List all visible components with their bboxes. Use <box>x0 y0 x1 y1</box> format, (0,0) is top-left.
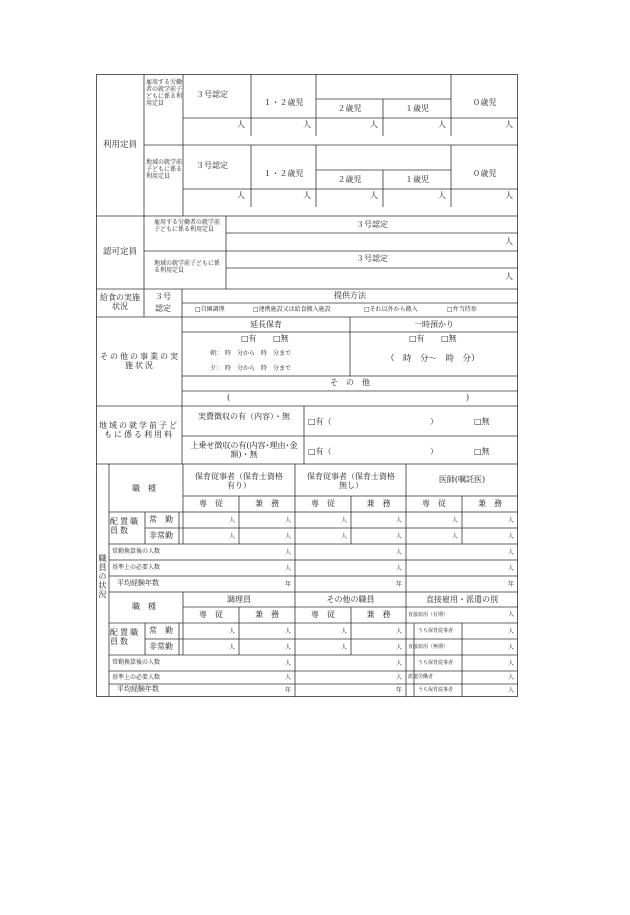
unit-h-6: 人 <box>507 533 514 540</box>
other-sonota-label: そ の 他 <box>330 378 370 387</box>
riyou-koyou-gou3: ３号認定 <box>196 90 228 99</box>
ishi-header: 医師(嘱託医) <box>438 475 486 484</box>
kyushoku-title: 給食の実施状況 <box>100 293 140 312</box>
kijun-unit-1a: 人 <box>284 565 291 572</box>
unit-h2-3: 人 <box>340 644 347 651</box>
encho-no-checkbox[interactable]: □無 <box>273 334 289 343</box>
unit-h-3: 人 <box>340 533 347 540</box>
haken-label: 派遣労働者 <box>408 674 434 680</box>
uwanose-close-paren: ） <box>430 447 438 456</box>
sonota-senju: 専 従 <box>311 610 335 619</box>
encho-morning-time: 朝： 時 分から 時 分まで <box>210 350 292 357</box>
riyou-chiiki-age2: ２歳児 <box>337 175 362 184</box>
riyou-koyou-unit-age2: 人 <box>370 120 378 129</box>
unit-j-2: 人 <box>284 517 291 524</box>
application-form <box>96 74 518 697</box>
ichiji-azukari-label: 一時預かり <box>414 320 454 329</box>
riyou-koyou-unit-age1: 人 <box>438 120 446 129</box>
ishi-kennmu: 兼 務 <box>478 499 502 508</box>
uwanose-no-checkbox[interactable]: □無 <box>474 447 490 456</box>
hoiku-yes-senju: 専 従 <box>199 499 223 508</box>
encho-evening-time: 夕： 時 分から 時 分まで <box>210 365 292 372</box>
kyushoku-opt-sonota[interactable]: □それ以外から搬入 <box>364 306 418 313</box>
uwanose-yes-checkbox[interactable]: □有（ <box>308 447 332 456</box>
hoiku-no-senju: 専 従 <box>311 499 335 508</box>
chori-kennmu: 兼 務 <box>255 610 279 619</box>
riyou-chiiki-unit-age1: 人 <box>438 191 446 200</box>
unit-h-5: 人 <box>451 533 458 540</box>
jippi-close-paren: ） <box>430 417 438 426</box>
ichiji-yes-checkbox[interactable]: □有 <box>409 334 425 343</box>
unit-j-3: 人 <box>340 517 347 524</box>
kansan-label-2: 常勤換算後の人数 <box>112 659 161 666</box>
chokusetsu-yuki-unit: 人 <box>507 611 514 618</box>
riyou-teiin-title: 利用定員 <box>102 140 137 150</box>
uchi-hoiku-unit-3: 人 <box>507 687 514 694</box>
ninka-chiiki-gou3: ３号認定 <box>356 254 388 263</box>
unit-j-5: 人 <box>451 517 458 524</box>
chokusetsu-muki-label: 直接雇用（無期） <box>408 644 449 650</box>
kijun-label-2: 基準上の必要人数 <box>112 674 161 681</box>
chokusetsu-header: 直接雇用・派遣の別 <box>426 595 498 604</box>
riyou-koyou-age0: ０歳児 <box>472 98 497 107</box>
unit-j2-1: 人 <box>228 628 235 635</box>
chokusetsu-yuki-label: 直接雇用（有期） <box>408 612 449 618</box>
uchi-hoiku-label-2: うち保育従事者 <box>418 660 454 666</box>
unit-h2-4: 人 <box>395 644 402 651</box>
sonota-shokuin-header: その他の職員 <box>326 595 375 604</box>
jippi-choshu-label: 実費徴収の有（内容）・無 <box>198 412 290 421</box>
unit-h-1: 人 <box>228 533 235 540</box>
riyou-chiiki-age0: ０歳児 <box>472 169 497 178</box>
staff-shokushu-label-1: 職 種 <box>132 484 156 493</box>
heikin-label-1: 平均経験年数 <box>117 579 159 587</box>
kansan-unit-1c: 人 <box>507 549 514 556</box>
riyou-chiiki-unit-age12: 人 <box>303 191 311 200</box>
hoiku-yes-kennmu: 兼 務 <box>255 499 279 508</box>
riyou-koyou-label: 雇用する労働者の就学前子どもに係る利用定員 <box>146 79 183 107</box>
unit-h-2: 人 <box>284 533 291 540</box>
heikin-year-1a: 年 <box>284 581 291 588</box>
kyushoku-opt-bento[interactable]: □弁当持参 <box>447 306 477 313</box>
unit-j2-3: 人 <box>340 628 347 635</box>
riyou-chiiki-unit-age2: 人 <box>370 191 378 200</box>
hoiku-no-kennmu: 兼 務 <box>366 499 391 508</box>
uchi-hoiku-unit-1: 人 <box>507 628 514 635</box>
kyushoku-gou3-line1: ３号 <box>155 292 171 301</box>
kijun-label-1: 基準上の必要人数 <box>112 564 161 571</box>
chori-senju: 専 従 <box>199 610 223 619</box>
unit-h-4: 人 <box>395 533 402 540</box>
ninka-koyou-unit: 人 <box>505 237 513 246</box>
riyou-chiiki-age1: １歳児 <box>405 175 429 184</box>
riyou-chiiki-gou3: ３号認定 <box>196 161 228 170</box>
other-sonota-paren-close: ) <box>466 393 470 402</box>
riyou-koyou-unit-age12: 人 <box>303 120 311 129</box>
kyushoku-opt-jien[interactable]: □自園調理 <box>195 306 225 313</box>
chori-header: 調理員 <box>227 595 251 604</box>
haichi-shokuin-label-1: 配置職員数 <box>110 517 140 536</box>
unit-j-6: 人 <box>507 517 514 524</box>
ninka-koyou-label: 雇用する労働者の就学前子どもに係る利用定員 <box>154 219 221 233</box>
other-jigyo-title: その他の事業の実施状況 <box>100 352 180 371</box>
kijun-unit-2b: 人 <box>395 674 402 681</box>
riyou-chiiki-age12: １・２歳児 <box>263 169 304 178</box>
jippi-no-checkbox[interactable]: □無 <box>474 417 490 426</box>
uwanose-choshu-label: 上乗せ徴収の有(内容･理由･金額)・無 <box>190 441 298 460</box>
kyushoku-method: 提供方法 <box>334 291 366 300</box>
heikin-label-2: 平均経験年数 <box>117 685 159 693</box>
kyushoku-opt-renkei[interactable]: □連携施設又は給食搬入施設 <box>253 306 331 313</box>
riyou-chiiki-unit-gou3: 人 <box>237 191 245 200</box>
ishi-senju: 専 従 <box>422 499 446 508</box>
other-sonota-paren-open: ( <box>227 393 231 402</box>
hijoukin-label-1: 非常勤 <box>149 531 173 540</box>
riyou-koyou-age12: １・２歳児 <box>263 98 304 107</box>
haichi-shokuin-label-2: 配置職員数 <box>110 628 140 647</box>
ninka-teiin-title: 認可定員 <box>102 247 137 257</box>
kijun-unit-2a: 人 <box>284 674 291 681</box>
staff-shokushu-label-2: 職 種 <box>132 602 156 611</box>
riyou-chiiki-label: 地域の就学前子どもに係る利用定員 <box>146 159 183 180</box>
hijoukin-label-2: 非常勤 <box>149 642 173 651</box>
kansan-label-1: 常勤換算後の人数 <box>112 548 161 555</box>
heikin-year-2b: 年 <box>395 687 402 694</box>
jippi-yes-checkbox[interactable]: □有（ <box>308 417 332 426</box>
riyou-koyou-unit-age0: 人 <box>505 120 513 129</box>
hoiku-no-header: 保育従事者（保育士資格無し） <box>307 472 395 491</box>
ichiji-time-range: （ 時 分～ 時 分） <box>386 354 480 364</box>
unit-j-1: 人 <box>228 517 235 524</box>
uchi-hoiku-label-1: うち保育従事者 <box>418 628 454 634</box>
ryokin-title: 地域の就学前子どもに係る利用料 <box>99 421 179 440</box>
kansan-unit-2b: 人 <box>395 660 402 667</box>
riyou-koyou-age1: １歳児 <box>405 104 429 113</box>
haken-unit: 人 <box>507 674 514 681</box>
riyou-koyou-unit-gou3: 人 <box>237 120 245 129</box>
heikin-year-2a: 年 <box>284 687 291 694</box>
riyou-chiiki-unit-age0: 人 <box>505 191 513 200</box>
ninka-chiiki-label: 地域の就学前子どもに係る利用定員 <box>154 260 221 274</box>
joukin-label-2: 常 勤 <box>149 626 173 635</box>
ichiji-no-checkbox[interactable]: □無 <box>441 334 457 343</box>
ninka-koyou-gou3: ３号認定 <box>356 220 388 229</box>
sonota-kennmu: 兼 務 <box>366 610 391 619</box>
heikin-year-1c: 年 <box>507 581 514 588</box>
kansan-unit-2a: 人 <box>284 660 291 667</box>
unit-j2-2: 人 <box>284 628 291 635</box>
heikin-year-1b: 年 <box>395 581 402 588</box>
kijun-unit-1b: 人 <box>395 565 402 572</box>
staff-side-label: 職員の状況 <box>98 554 107 599</box>
encho-hoiku-label: 延長保育 <box>250 320 282 329</box>
chokusetsu-muki-unit: 人 <box>507 644 514 651</box>
kansan-unit-1b: 人 <box>395 549 402 556</box>
unit-h2-2: 人 <box>284 644 291 651</box>
encho-yes-checkbox[interactable]: □有 <box>241 334 257 343</box>
hoiku-yes-header: 保育従事者（保育士資格有り） <box>195 472 283 491</box>
ninka-chiiki-unit: 人 <box>505 272 513 281</box>
unit-j2-4: 人 <box>395 628 402 635</box>
kyushoku-gou3-line2: 認定 <box>155 304 171 313</box>
riyou-koyou-age2: ２歳児 <box>337 104 362 113</box>
uchi-hoiku-unit-2: 人 <box>507 660 514 667</box>
unit-j-4: 人 <box>395 517 402 524</box>
joukin-label-1: 常 勤 <box>149 515 173 524</box>
kansan-unit-1a: 人 <box>284 549 291 556</box>
unit-h2-1: 人 <box>228 644 235 651</box>
uchi-hoiku-label-3: うち保育従事者 <box>418 687 454 693</box>
kijun-unit-1c: 人 <box>507 565 514 572</box>
